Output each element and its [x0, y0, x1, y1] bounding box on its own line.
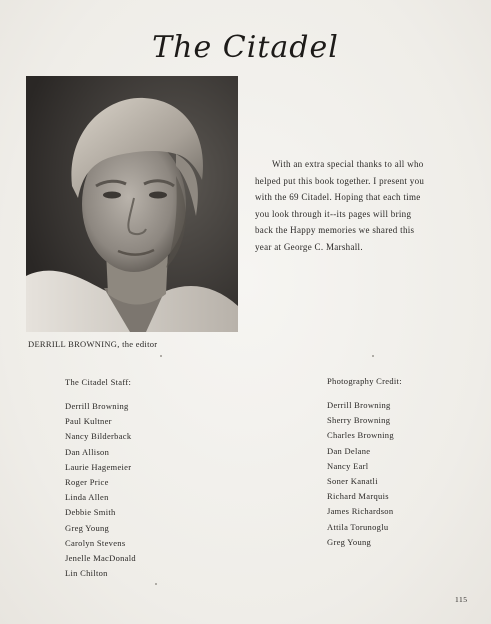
- print-speck: [372, 355, 374, 357]
- photo-caption: DERRILL BROWNING, the editor: [28, 339, 158, 349]
- staff-names: [65, 399, 136, 581]
- page-title: The Citadel: [152, 30, 339, 65]
- photographer-name: James Richardson: [327, 506, 394, 517]
- message-line: year at George C. Marshall.: [255, 241, 363, 252]
- message-line: you look through it--its pages will bring: [255, 208, 412, 219]
- photography-heading: Photography Credit:: [327, 376, 402, 386]
- photographer-name: Attila Torunoglu: [327, 521, 389, 532]
- staff-heading: The Citadel Staff:: [65, 377, 132, 387]
- staff-name: Roger Price: [65, 476, 109, 487]
- editor-message: [255, 156, 480, 255]
- staff-name: Debbie Smith: [65, 507, 116, 518]
- staff-name: Jenelle MacDonald: [65, 552, 136, 563]
- editor-portrait-photo: [26, 76, 238, 332]
- staff-name: Lin Chilton: [65, 568, 108, 579]
- message-line: With an extra special thanks to all who: [272, 159, 424, 169]
- staff-name: Paul Kultner: [65, 416, 112, 427]
- message-line: back the Happy memories we shared this: [255, 225, 415, 235]
- staff-list: [65, 377, 136, 581]
- message-line: with the 69 Citadel. Hoping that each time: [255, 192, 421, 202]
- staff-name: Linda Allen: [65, 492, 109, 503]
- print-speck: [155, 583, 157, 585]
- editor-portrait-image: [26, 76, 238, 332]
- staff-name: Laurie Hagemeier: [65, 461, 132, 472]
- photographer-name: Dan Delane: [327, 445, 371, 456]
- photographer-name: Charles Browning: [327, 430, 394, 441]
- photography-names: [327, 398, 402, 550]
- print-speck: [160, 355, 162, 357]
- message-line: helped put this book together. I present you: [255, 175, 425, 186]
- photographer-name: Richard Marquis: [327, 491, 389, 502]
- staff-name: Carolyn Stevens: [65, 537, 126, 548]
- photographer-name: Sherry Browning: [327, 415, 391, 426]
- staff-name: Dan Allison: [65, 446, 110, 457]
- staff-name: Greg Young: [65, 522, 110, 533]
- photography-credit-list: [327, 376, 402, 550]
- photographer-name: Derrill Browning: [327, 400, 391, 410]
- staff-name: Nancy Bilderback: [65, 431, 132, 442]
- page-number: 115: [455, 595, 468, 604]
- photographer-name: Soner Kanatli: [327, 475, 378, 486]
- photographer-name: Greg Young: [327, 536, 372, 547]
- photographer-name: Nancy Earl: [327, 460, 369, 471]
- staff-name: Derrill Browning: [65, 401, 129, 411]
